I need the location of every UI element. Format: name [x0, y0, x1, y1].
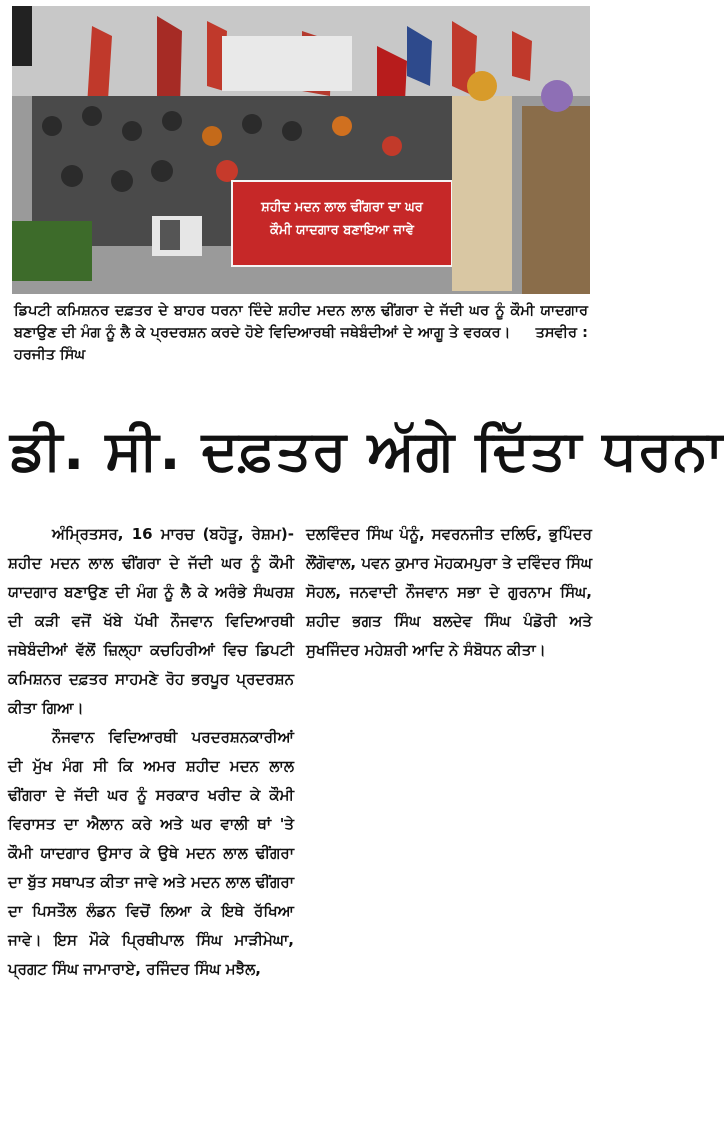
article-paragraph: ਨੌਜਵਾਨ ਵਿਦਿਆਰਥੀ ਪਰਦਰਸ਼ਨਕਾਰੀਆਂ ਦੀ ਮੁੱਖ ਮੰਗ ਸੀ ਕਿ ਅਮਰ ਸ਼ਹੀਦ ਮਦਨ ਲਾਲ ਢੀਂਗਰਾ ਦੇ ਜੱਦੀ ਘਰ ਨੂੰ ਸਰਕਾਰ ਖਰੀਦ ਕੇ ਕੌਮੀ ਵਿਰਾਸਤ ਦਾ ਐਲਾਨ ਕਰੇ ਅਤੇ ਘਰ ਵਾਲੀ ਥਾਂ 'ਤੇ ਕੌਮੀ ਯਾਦਗਾਰ ਉਸਾਰ ਕੇ ਉਥੇ ਮਦਨ ਲਾਲ ਢੀਂਗਰਾ ਦਾ ਬੁੱਤ ਸਥਾਪਤ ਕੀਤਾ ਜਾਵੇ ਅਤੇ ਮਦਨ ਲਾਲ ਢੀਂਗਰਾ ਦਾ ਪਿਸਤੌਲ ਲੰਡਨ ਵਿਚੋਂ ਲਿਆ ਕੇ ਇਥੇ ਰੱਖਿਆ ਜਾਵੇ। ਇਸ ਮੌਕੇ ਪ੍ਰਿਥੀਪਾਲ ਸਿੰਘ ਮਾੜੀਮੇਘਾ, ਪ੍ਰਗਟ ਸਿੰਘ ਜਾਮਾਰਾਏ, ਰਜਿੰਦਰ ਸਿੰਘ ਮਝੈਲ,: [8, 728, 294, 978]
photo-credit: ਤਸਵੀਰ : ਹਰਜੀਤ ਸਿੰਘ: [14, 325, 588, 363]
grass: [12, 221, 92, 281]
article-column-right: [306, 520, 592, 665]
back-banner: [222, 36, 352, 91]
banner-text: ਸ਼ਹੀਦ ਮਦਨ ਲਾਲ ਢੀਂਗਰਾ ਦਾ ਘਰ: [261, 200, 423, 215]
headline: ਡੀ. ਸੀ. ਦਫ਼ਤਰ ਅੱਗੇ ਦਿੱਤਾ ਧਰਨਾ: [10, 418, 724, 482]
article-paragraph: ਦਲਵਿੰਦਰ ਸਿੰਘ ਪੰਨੂੰ, ਸਵਰਨਜੀਤ ਦਲਿਓ, ਭੁਪਿੰਦਰ ਲੌਂਗੋਵਾਲ, ਪਵਨ ਕੁਮਾਰ ਮੋਹਕਮਪੁਰਾ ਤੇ ਦਵਿੰਦਰ ਸਿੰਘ ਸੋਹਲ, ਜਨਵਾਦੀ ਨੌਜਵਾਨ ਸਭਾ ਦੇ ਗੁਰਨਾਮ ਸਿੰਘ, ਸ਼ਹੀਦ ਭਗਤ ਸਿੰਘ ਬਲਦੇਵ ਸਿੰਘ ਪੰਡੋਰੀ ਅਤੇ ਸੁਖਜਿੰਦਰ ਮਹੇਸ਼ਰੀ ਆਦਿ ਨੇ ਸੰਬੋਧਨ ਕੀਤਾ।: [306, 525, 592, 659]
article-paragraph: ਅੰਮ੍ਰਿਤਸਰ, 16 ਮਾਰਚ (ਬਹੋੜੂ, ਰੇਸ਼ਮ)-ਸ਼ਹੀਦ ਮਦਨ ਲਾਲ ਢੀਂਗਰਾ ਦੇ ਜੱਦੀ ਘਰ ਨੂੰ ਕੌਮੀ ਯਾਦਗਾਰ ਬਣਾਉਣ ਦੀ ਮੰਗ ਨੂੰ ਲੈ ਕੇ ਅਰੰਭੇ ਸੰਘਰਸ਼ ਦੀ ਕੜੀ ਵਜੋਂ ਖੱਬੇ ਪੱਖੀ ਨੌਜਵਾਨ ਵਿਦਿਆਰਥੀ ਜਥੇਬੰਦੀਆਂ ਵੱਲੋਂ ਜ਼ਿਲ੍ਹਾ ਕਚਹਿਰੀਆਂ ਵਿਚ ਡਿਪਟੀ ਕਮਿਸ਼ਨਰ ਦਫ਼ਤਰ ਸਾਹਮਣੇ ਰੋਹ ਭਰਪੂਰ ਪ੍ਰਦਰਸ਼ਨ ਕੀਤਾ ਗਿਆ।: [8, 525, 294, 717]
photo-pillar: [12, 6, 32, 66]
banner-text-2: ਕੌਮੀ ਯਾਦਗਾਰ ਬਣਾਇਆ ਜਾਵੇ: [270, 223, 414, 238]
article-column-left: [8, 520, 294, 984]
photo-caption: [14, 300, 588, 366]
portrait-image: [160, 220, 180, 250]
protest-photo: [12, 6, 590, 294]
caption-text: ਡਿਪਟੀ ਕਮਿਸ਼ਨਰ ਦਫ਼ਤਰ ਦੇ ਬਾਹਰ ਧਰਨਾ ਦਿੰਦੇ ਸ਼ਹੀਦ ਮਦਨ ਲਾਲ ਢੀਂਗਰਾ ਦੇ ਜੱਦੀ ਘਰ ਨੂੰ ਕੌਮੀ ਯਾਦਗਾਰ ਬਣਾਉਣ ਦੀ ਮੰਗ ਨੂੰ ਲੈ ਕੇ ਪ੍ਰਦਰਸ਼ਨ ਕਰਦੇ ਹੋਏ ਵਿਦਿਆਰਥੀ ਜਥੇਬੰਦੀਆਂ ਦੇ ਆਗੂ ਤੇ ਵਰਕਰ।: [14, 303, 588, 341]
protest-photo-illustration: [12, 6, 590, 294]
